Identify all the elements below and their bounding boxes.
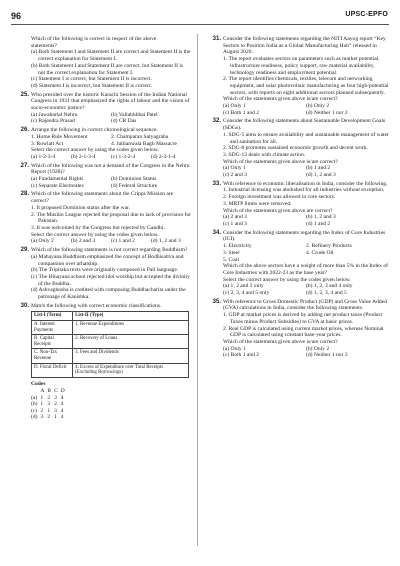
option: (c) 1 and 2 (111, 238, 135, 245)
list-item: 1. Electricity (223, 243, 252, 250)
codes-cell: 3 (47, 401, 51, 408)
item-row (31, 134, 191, 141)
question-text: Which of the following statements about the Cripps Mission are correct? (31, 191, 174, 205)
option-row (223, 172, 389, 179)
option-row (31, 118, 191, 125)
codes-table (31, 388, 68, 421)
statement: 3. It was welcomed by the Congress but rejected by Gandhi. (31, 224, 165, 231)
option: (c) Both 1 and 2 (223, 109, 260, 116)
list-item: 5. Coal (223, 256, 240, 263)
statement: 3. MRTP limits were removed. (223, 200, 292, 207)
option: (a) Mahayana Buddhism emphasized the concept of Bodhisattva and compassion over arhatship. (31, 253, 184, 267)
option: (d) Neither 1 nor 2 (306, 352, 348, 359)
codes-cell: 4 (60, 414, 64, 421)
option: (a) Jawaharlal Nehru (31, 111, 78, 118)
option-row (223, 290, 389, 297)
question-ask: Which of the statements given above is/are correct? (223, 338, 338, 345)
option: (b) Vallabhbhai Patel (111, 111, 158, 118)
option-row (31, 238, 191, 245)
page-number: 96 (11, 11, 22, 21)
statement: 2. Foreign investment was allowed in core sectors. (223, 194, 336, 201)
option: (b) Only 2 (306, 103, 330, 110)
question-text: Which of the following was not a demand of the Congress in the Nehru Report (1928)? (31, 162, 190, 176)
list-item: 2. Refinery Products (306, 243, 352, 250)
question-number: 27. (20, 162, 29, 169)
table-header: List-II (Type) (73, 312, 189, 321)
option: (a) Both Statement I and Statement II are correct and Statement II is the correct explanation for Statement I. (31, 49, 191, 63)
codes-header: A (40, 388, 45, 395)
option: (b) 2 and 3 (71, 238, 96, 245)
option: (b) The Tripitaka texts were originally composed in Pali language. (31, 267, 179, 274)
statement: 3. SDG-13 deals with climate action. (223, 151, 306, 158)
codes-cell: 4 (60, 407, 64, 414)
question-number: 31. (212, 36, 221, 42)
question-27 (11, 163, 191, 190)
option: (b) 1, 2, 3 and 4 only (306, 283, 353, 290)
option: (c) Both 1 and 2 (223, 352, 260, 359)
question-28 (11, 191, 191, 245)
column-divider (197, 34, 198, 546)
question-25 (11, 92, 191, 126)
question-text: Arrange the following in correct chronological sequence. (31, 127, 158, 134)
option-row (31, 183, 191, 190)
table-cell: C. Non-Tax Revenue (32, 349, 73, 363)
option: (d) Statement I is incorrect, but Statement II is correct. (31, 82, 153, 89)
option: (d) 1, 2, 3, 4 and 5 (306, 290, 347, 297)
question-text: With reference to economic liberalisation in India, consider the following. (223, 180, 388, 187)
option: (b) Both Statement I and Statement II are correct, but Statement II is not the correct explanation for Statement I. (31, 62, 184, 76)
question-number: 28. (20, 191, 29, 198)
table-header-row (32, 312, 189, 321)
codes-cell: 1 (47, 407, 51, 414)
option: (c) Statement I is correct, but Statement II is incorrect. (31, 76, 152, 83)
option-row (223, 110, 389, 117)
table-cell: 4. Excess of Expenditure over Total Receipts (Excluding Borrowings) (73, 363, 189, 377)
left-column (11, 36, 191, 423)
codes-header: B (47, 388, 52, 395)
list-item: 4. Jallianwala Bagh Massacre (111, 140, 177, 147)
item-row (223, 250, 389, 257)
question-text: Which of the above sectors have a weight of more than 5% in the Index of Core Industries with 2022-23 as the base year? (223, 263, 388, 276)
statement: 1. It proposed Dominion status after the war. (31, 204, 131, 211)
codes-cell: 1 (40, 401, 44, 408)
option: (a) Fundamental Rights (31, 176, 84, 183)
codes-cell: 2 (47, 414, 51, 421)
question-number: 26. (20, 127, 29, 134)
question-34 (203, 230, 389, 297)
table-row (32, 321, 189, 335)
question-33 (203, 181, 389, 228)
option: (b) 1 and 2 (306, 165, 331, 172)
option: (c) 2 and 3 (223, 172, 247, 179)
codes-title: Codes (31, 380, 46, 387)
table-row (32, 349, 189, 363)
question-ask: Which of the statements given above are correct? (223, 207, 333, 214)
item-row (223, 243, 389, 250)
table-cell: D. Fiscal Deficit (32, 363, 73, 377)
statement: 2. SDG-8 promotes sustained economic growth and decent work. (223, 145, 368, 152)
list-item: 3. Steel (223, 249, 240, 256)
question-text: Consider the following statements regarding the Index of Core Industries (ICI). (223, 229, 386, 243)
question-number: 35. (212, 298, 221, 305)
option-row (223, 214, 389, 221)
match-table (31, 311, 189, 377)
codes-row (31, 414, 68, 421)
question-29 (11, 247, 191, 301)
codes-cell: (c) (31, 407, 38, 414)
question-text: Which of the following is correct in respect of the above (31, 36, 157, 42)
header-rule (11, 24, 389, 25)
question-32 (203, 118, 389, 178)
codes-cell: (d) (31, 414, 38, 421)
question-24-continued (11, 36, 191, 90)
codes-header: D (60, 388, 65, 395)
question-number: 34. (212, 229, 221, 236)
codes-cell: (a) (31, 394, 38, 401)
option: (a) 2 and 3 (223, 214, 247, 221)
option: (c) 1-3-2-4 (111, 153, 136, 160)
question-ask: Which of the statements given above is/are correct? (223, 96, 338, 103)
statement: 1. SDG-5 aims to ensure availability and sustainable management of water and sanitation for all. (223, 131, 389, 145)
question-text: Match the following with correct economic classifications. (31, 302, 162, 309)
exam-title: UPSC-EPFO (345, 11, 388, 18)
question-number: 32. (212, 118, 221, 125)
option: (d) 1, 2 and 3 (306, 172, 336, 179)
statement: 2. The Muslim League rejected the proposal due to lack of provision for Pakistan. (31, 211, 191, 225)
option: (b) 2-1-3-4 (71, 153, 96, 160)
statement: 2. The report identifies chemicals, textiles, telecom and networking equipment, and solar photovoltaic manufacturing as four high-potential sectors, with reports on eight additional sectors planned subsequently. (223, 76, 389, 96)
question-text: With reference to Gross Domestic Product (GDP) and Gross Value Added (GVA) calculations in India, consider the following statements. (223, 298, 387, 312)
option: (d) Federal Structure (111, 182, 158, 189)
list-item: 3. Rowlatt Act (31, 140, 64, 147)
option: (d) CR Das (111, 118, 137, 125)
option-row (223, 283, 389, 290)
option-row (31, 154, 191, 161)
table-cell: B. Capital Receipts (32, 335, 73, 349)
select-instruction: Select the correct answer by using the codes given below. (223, 276, 351, 283)
codes-cell: 3 (40, 414, 44, 421)
question-ask: Which of the statements given above is/are correct? (223, 158, 338, 165)
option: (c) 2, 3, 4 and 5 only (223, 290, 270, 297)
option-row (31, 176, 191, 183)
question-number: 29. (20, 247, 29, 254)
codes-cell: 2 (47, 394, 51, 401)
codes-cell: 1 (54, 414, 57, 421)
question-text: Consider the following statements about Sustainable Development Goals (SDGs). (223, 118, 386, 132)
option: (d) 1 and 2 (306, 220, 331, 227)
statement: 1. The report evaluates sectors on parameters such as market potential, infrastructure readiness, policy support, raw material availability, technology readiness and employment potential. (223, 56, 380, 76)
list-item: 2. Champaran Satyagraha (111, 133, 169, 140)
table-row (32, 363, 189, 377)
question-text: Who presided over the historic Karachi Session of the Indian National Congress in 1931 that emphasized the rights of labour and the vision of socio-economic justice? (31, 91, 190, 112)
table-cell: 2. Recovery of Loans (73, 335, 189, 349)
table-header: List-I (Term) (32, 312, 73, 321)
option: (b) Dominion Status (111, 176, 157, 183)
option: (c) 1 and 3 (223, 220, 247, 227)
select-instruction: Select the correct answer by using the codes given below. (31, 147, 159, 154)
codes-cell: 4 (60, 401, 64, 408)
option: (c) The Hinayana school rejected idol worship but accepted the divinity of the Buddha. (31, 273, 190, 287)
option: (d) Ashvaghosha is credited with composing Buddhacharita under the patronage of Kanishka. (31, 287, 186, 301)
option: (c) Separate Electorates (31, 182, 84, 189)
table-cell: 3. Fees and Dividends (73, 349, 189, 363)
question-text: statements? (31, 42, 57, 49)
codes-cell: 3 (54, 394, 57, 401)
option: (a) 1-2-3-4 (31, 153, 56, 160)
right-column (203, 36, 389, 361)
codes-cell: 1 (40, 394, 44, 401)
option-row (223, 221, 389, 228)
statement: 1. Industrial licensing was abolished for all industries without exception. (223, 187, 385, 194)
question-text: Consider the following statements regarding the NITI Aayog report “Key Sectors to Position India as a Global Manufacturing Hub” released in August 2026. (223, 36, 386, 56)
option: (c) Rajendra Prasad (31, 118, 75, 125)
option: (a) Only 1 (223, 345, 246, 352)
statement: 1. GDP at market prices is derived by adding net product taxes (Product Taxes minus Product Subsidies) to GVA at basic prices. (223, 312, 383, 325)
option: (a) Only 2 (31, 238, 54, 245)
question-31 (203, 36, 389, 116)
option: (b) Only 2 (306, 345, 330, 352)
question-26 (11, 127, 191, 161)
option-row (223, 103, 389, 110)
codes-cell: 2 (40, 407, 44, 414)
item-row (31, 141, 191, 148)
option: (d) 2-3-1-4 (151, 153, 176, 160)
option: (a) Only 1 (223, 165, 246, 172)
question-number: 33. (212, 180, 221, 187)
question-number: 25. (20, 91, 29, 98)
codes-cell: 3 (54, 407, 57, 414)
question-30 (11, 303, 191, 421)
codes-header: C (54, 388, 58, 395)
page-header (0, 0, 400, 32)
codes-cell: 4 (60, 394, 64, 401)
statement: 2. Real GDP is calculated using current market prices, whereas Nominal GDP is calculated using constant base-year prices. (223, 325, 384, 339)
option: (d) Neither 1 nor 2 (306, 109, 348, 116)
option: (d) 1, 2 and 3 (151, 238, 181, 245)
option: (a) Only 1 (223, 103, 246, 110)
list-item: 4. Crude Oil (306, 249, 334, 256)
codes-row (31, 401, 68, 408)
question-text: Which of the following statements is not correct regarding Buddhism? (31, 247, 188, 254)
codes-cell: 2 (54, 401, 57, 408)
option-row (223, 352, 389, 359)
table-cell: A. Interest Payments (32, 321, 73, 335)
table-cell: 1. Revenue Expenditures (73, 321, 189, 335)
option: (a) 1, 2 and 3 only (223, 283, 264, 290)
option: (b) 1, 2 and 3 (306, 214, 336, 221)
question-number: 30. (20, 302, 29, 309)
question-35 (203, 299, 389, 359)
codes-cell: (b) (31, 401, 38, 408)
table-row (32, 335, 189, 349)
select-instruction: Select the correct answer by using the codes given below. (31, 231, 159, 238)
list-item: 1. Home Rule Movement (31, 133, 88, 140)
